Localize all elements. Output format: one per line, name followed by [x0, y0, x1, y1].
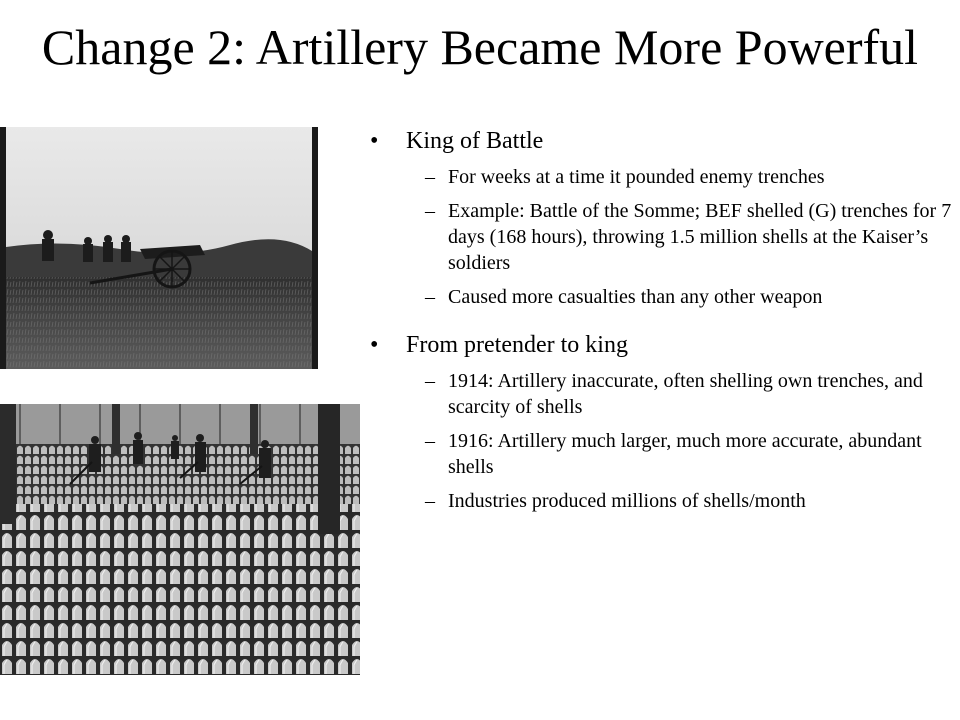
sub-bullet-text: Example: Battle of the Somme; BEF shelled (G) trenches for 7 days (168 hours), throwing 1.5 million shells at the Kaiser’s soldiers — [448, 200, 952, 274]
artillery-field-photo — [0, 127, 318, 369]
sub-bullet-text: 1914: Artillery inaccurate, often shelling own trenches, and scarcity of shells — [448, 370, 923, 418]
bullet-marker: • — [370, 128, 379, 154]
slide-title: Change 2: Artillery Became More Powerful — [41, 19, 919, 75]
sub-bullet-text: 1916: Artillery much larger, much more accurate, abundant shells — [448, 430, 922, 478]
sub-bullet — [368, 428, 958, 480]
sub-bullet — [368, 164, 958, 190]
sub-bullet — [368, 488, 958, 514]
dash-marker: – — [425, 490, 435, 512]
bullet-content — [368, 118, 958, 514]
bullet-pretender-to-king — [368, 330, 958, 360]
bullet-king-of-battle — [368, 126, 958, 156]
dash-marker: – — [425, 370, 435, 392]
sub-bullet — [368, 284, 958, 310]
sub-bullet-text: For weeks at a time it pounded enemy trenches — [448, 166, 825, 188]
bullet-heading: King of Battle — [406, 128, 544, 154]
sub-bullet — [368, 198, 958, 276]
shell-factory-photo — [0, 404, 360, 675]
dash-marker: – — [425, 166, 435, 188]
sub-bullet-text: Industries produced millions of shells/month — [448, 490, 806, 512]
dash-marker: – — [425, 430, 435, 452]
bullet-heading: From pretender to king — [406, 332, 628, 358]
sub-bullet-text: Caused more casualties than any other weapon — [448, 286, 823, 308]
dash-marker: – — [425, 286, 435, 308]
sub-bullet — [368, 368, 958, 420]
dash-marker: – — [425, 200, 435, 222]
bullet-marker: • — [370, 332, 379, 358]
